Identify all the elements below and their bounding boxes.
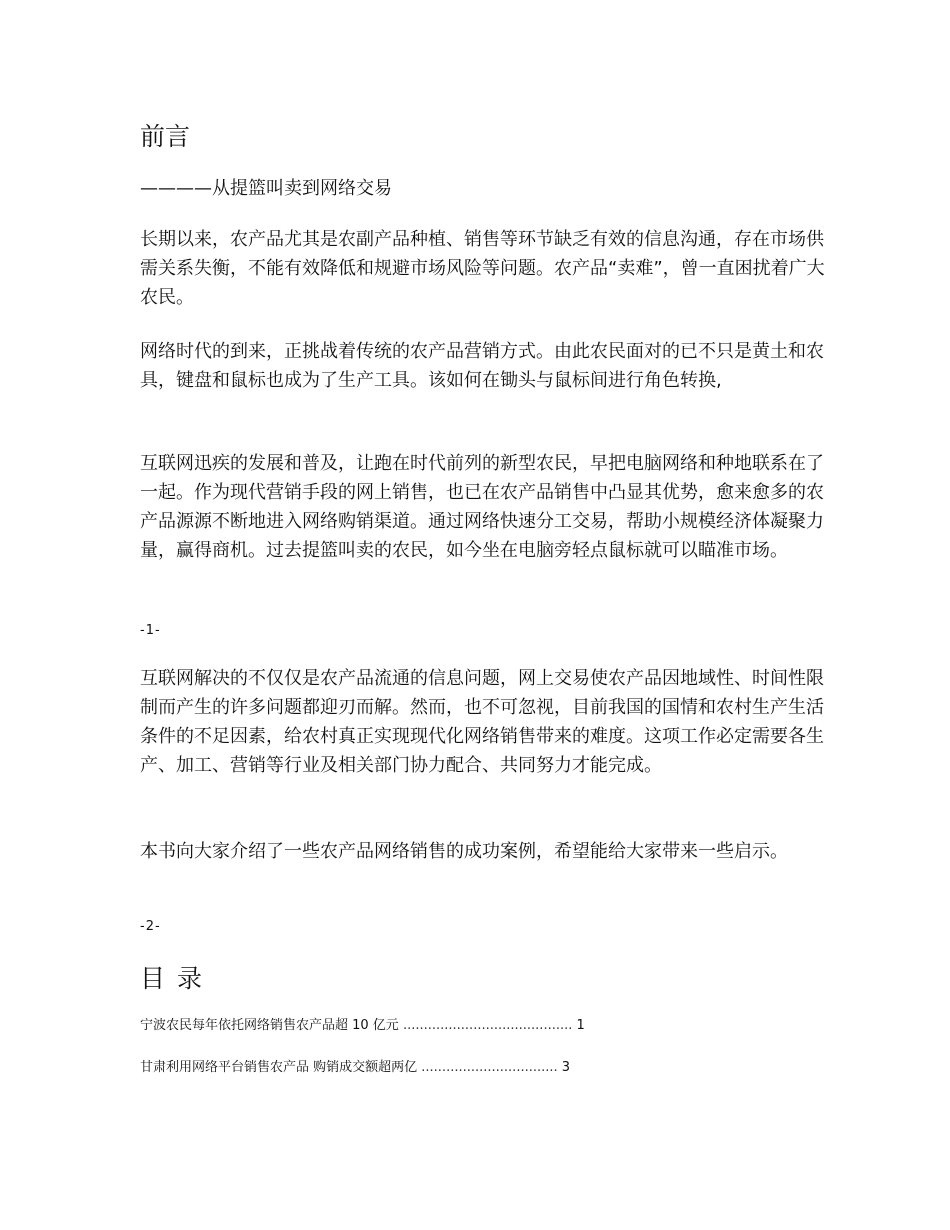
preface-paragraph-3: 互联网迅疾的发展和普及，让跑在时代前列的新型农民，早把电脑网络和种地联系在了一起。作为现代营销手段的网上销售，也已在农产品销售中凸显其优势，愈来愈多的农产品源源不断地进入网络购销渠道。通过网络快速分工交易，帮助小规模经济体凝聚力量，赢得商机。过去提篮叫卖的农民，如今坐在电脑旁轻点鼠标就可以瞄准市场。 xyxy=(140,453,824,561)
toc-entry[interactable] xyxy=(140,1016,585,1036)
toc-entry-title[interactable]: 甘肃利用网络平台销售农产品 购销成交额超两亿 xyxy=(140,1060,418,1075)
toc-entry-leader: ................................. xyxy=(417,1060,558,1075)
page-number-marker: -1- xyxy=(140,623,161,638)
toc-entry-page[interactable]: 3 xyxy=(561,1060,571,1075)
toc-entry-title[interactable]: 宁波农民每年依托网络销售农产品超 10 亿元 xyxy=(140,1018,399,1033)
preface-paragraph-1: 长期以来，农产品尤其是农副产品种植、销售等环节缺乏有效的信息沟通，存在市场供需关系失衡，不能有效降低和规避市场风险等问题。农产品“卖难”，曾一直困扰着广大农民。 xyxy=(140,229,825,308)
preface-subtitle: ————从提篮叫卖到网络交易 xyxy=(140,178,392,199)
toc-title: 目 录 xyxy=(140,964,204,993)
preface-title: 前言 xyxy=(140,122,191,151)
preface-paragraph-2: 网络时代的到来，正挑战着传统的农产品营销方式。由此农民面对的已不只是黄土和农具，键盘和鼠标也成为了生产工具。该如何在锄头与鼠标间进行角色转换, xyxy=(140,341,824,391)
toc-entry-page[interactable]: 1 xyxy=(576,1018,585,1033)
toc-entry[interactable] xyxy=(140,1058,570,1078)
preface-paragraph-4: 互联网解决的不仅仅是农产品流通的信息问题，网上交易使农产品因地域性、时间性限制而产生的许多问题都迎刃而解。然而，也不可忽视，目前我国的国情和农村生产生活条件的不足因素，给农村真正实现现代化网络销售带来的难度。这项工作必定需要各生产、加工、营销等行业及相关部门协力配合、共同努力才能完成。 xyxy=(140,668,824,776)
page-number-marker: -2- xyxy=(140,919,161,934)
preface-paragraph-5: 本书向大家介绍了一些农产品网络销售的成功案例，希望能给大家带来一些启示。 xyxy=(140,841,788,862)
toc-entry-leader: ......................................... xyxy=(398,1018,573,1033)
